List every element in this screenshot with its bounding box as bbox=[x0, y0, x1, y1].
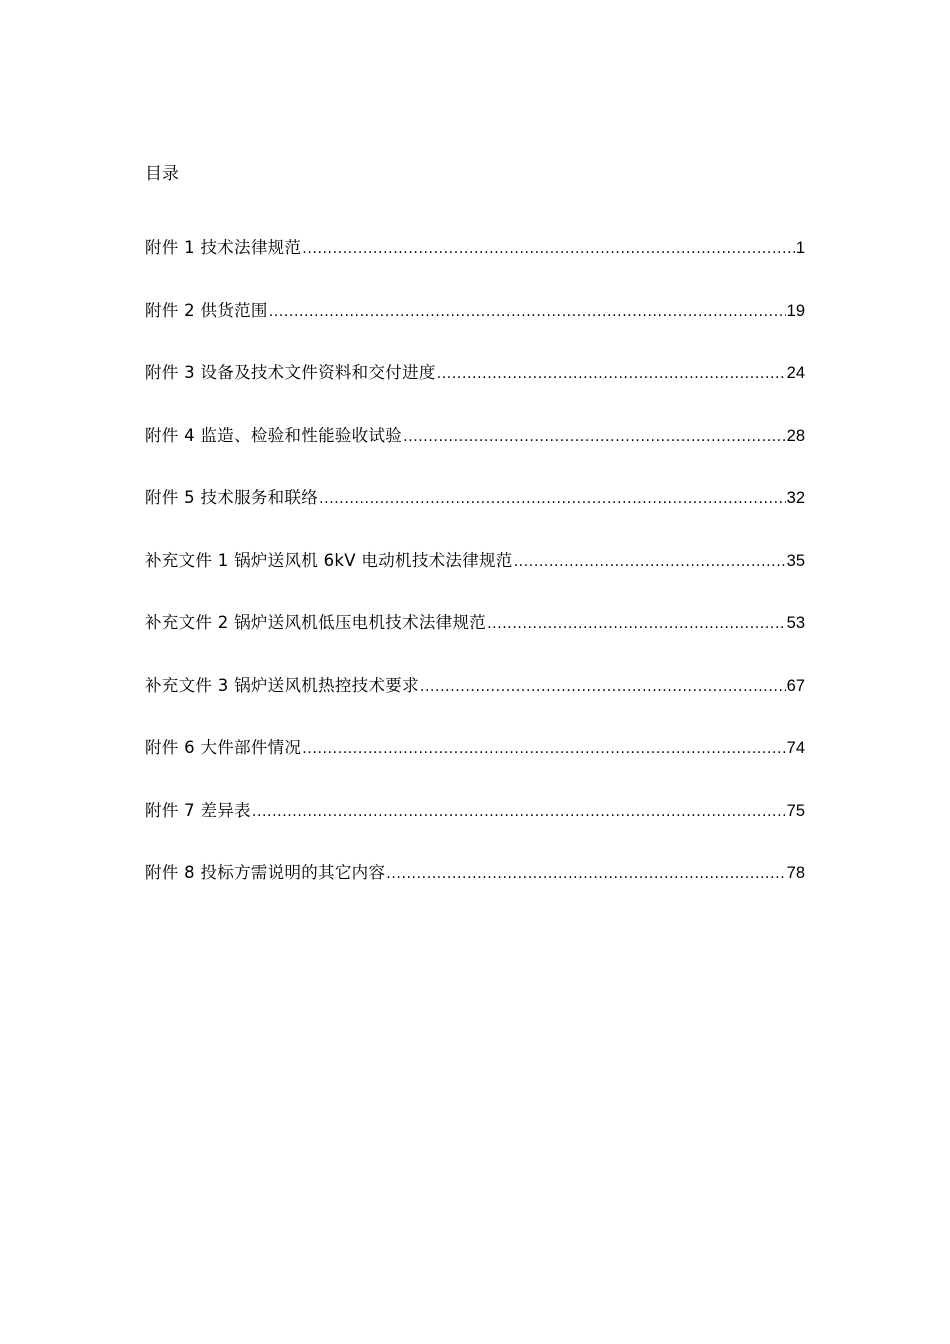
toc-entry-label: 附件 3 设备及技术文件资料和交付进度 bbox=[145, 363, 436, 382]
toc-leader-dots bbox=[420, 675, 786, 699]
toc-entry[interactable] bbox=[145, 549, 805, 612]
toc-entry[interactable] bbox=[145, 674, 805, 737]
toc-entry[interactable] bbox=[145, 861, 805, 924]
toc-entry-label: 补充文件 1 锅炉送风机 6kV 电动机技术法律规范 bbox=[145, 550, 513, 570]
toc-entry[interactable] bbox=[145, 424, 805, 487]
toc-entry[interactable] bbox=[145, 736, 805, 799]
toc-entry[interactable] bbox=[145, 236, 805, 299]
toc-entry-label: 附件 6 大件部件情况 bbox=[145, 738, 302, 757]
toc-entry-page: 1 bbox=[795, 239, 805, 257]
toc-leader-dots bbox=[386, 862, 785, 886]
toc-entry-page: 32 bbox=[786, 489, 805, 507]
toc-entry-page: 19 bbox=[786, 301, 805, 320]
toc-entry-label: 补充文件 3 锅炉送风机热控技术要求 bbox=[145, 675, 419, 695]
toc-entry-label: 附件 7 差异表 bbox=[145, 800, 251, 820]
toc-entry[interactable] bbox=[145, 486, 805, 549]
toc-entry-page: 67 bbox=[786, 676, 805, 695]
toc-entry-page: 24 bbox=[786, 364, 805, 382]
toc-entry-page: 75 bbox=[786, 801, 805, 820]
toc-leader-dots bbox=[514, 550, 786, 574]
toc-entry-page: 28 bbox=[786, 426, 805, 445]
toc-entry-label: 附件 4 监造、检验和性能验收试验 bbox=[145, 425, 403, 445]
toc-entry-label: 附件 8 投标方需说明的其它内容 bbox=[145, 863, 386, 882]
toc-entry[interactable] bbox=[145, 361, 805, 424]
toc-entry-label: 附件 2 供货范围 bbox=[145, 300, 268, 320]
toc-entry-page: 78 bbox=[786, 864, 805, 882]
toc-entry-page: 35 bbox=[786, 551, 805, 570]
toc-entry[interactable] bbox=[145, 611, 805, 674]
toc-entry[interactable] bbox=[145, 799, 805, 862]
toc-entry-label: 补充文件 2 锅炉送风机低压电机技术法律规范 bbox=[145, 613, 487, 632]
toc-leader-dots bbox=[302, 237, 795, 261]
toc-heading: 目录 bbox=[145, 164, 179, 184]
toc-entry-page: 74 bbox=[786, 739, 805, 757]
toc-leader-dots bbox=[319, 487, 786, 511]
toc-leader-dots bbox=[437, 362, 786, 386]
toc-leader-dots bbox=[252, 800, 786, 824]
toc-leader-dots bbox=[403, 425, 786, 449]
toc-entry-label: 附件 5 技术服务和联络 bbox=[145, 488, 319, 507]
toc-leader-dots bbox=[302, 737, 785, 761]
toc-entry-label: 附件 1 技术法律规范 bbox=[145, 238, 302, 257]
toc-list bbox=[145, 236, 805, 924]
toc-leader-dots bbox=[487, 612, 786, 636]
toc-leader-dots bbox=[269, 300, 786, 324]
toc-entry[interactable] bbox=[145, 299, 805, 362]
toc-entry-page: 53 bbox=[786, 614, 805, 632]
